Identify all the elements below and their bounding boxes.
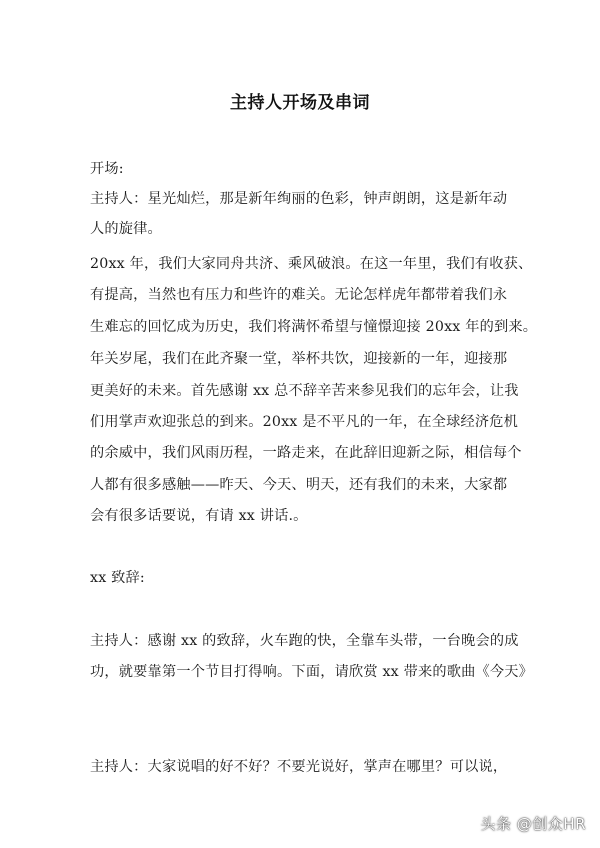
section-label: xx 致辞: bbox=[90, 570, 145, 586]
paragraph-line: 人都有很多感触——昨天、今天、明天，还有我们的未来，大家都 bbox=[90, 477, 508, 493]
paragraph-line: 年关岁尾，我们在此齐聚一堂，举杯共饮，迎接新的一年，迎接那 bbox=[90, 351, 508, 367]
paragraph-line: 开场: bbox=[90, 161, 124, 177]
paragraph-line: 20xx 年，我们大家同舟共济、乘风破浪。在这一年里，我们有收获、 bbox=[90, 256, 533, 272]
paragraph-line: 主持人：星光灿烂，那是新年绚丽的色彩，钟声朗朗，这是新年动 bbox=[90, 191, 508, 207]
paragraph-line: 们用掌声欢迎张总的到来。20xx 是不平凡的一年，在全球经济危机 bbox=[90, 414, 519, 430]
document-title: 主持人开场及串词 bbox=[230, 93, 370, 113]
paragraph-line: 更美好的未来。首先感谢 xx 总不辞辛苦来参见我们的忘年会，让我 bbox=[90, 383, 519, 399]
paragraph-line: 人的旋律。 bbox=[90, 221, 162, 237]
paragraph-line: 的余威中，我们风雨历程，一路走来，在此辞旧迎新之际，相信每个 bbox=[90, 445, 522, 461]
paragraph-line: 主持人：大家说唱的好不好？不要光说好，掌声在哪里？可以说， bbox=[90, 759, 508, 775]
paragraph-line: 有提高，当然也有压力和些许的难关。无论怎样虎年都带着我们永 bbox=[90, 287, 508, 303]
paragraph-line: 主持人：感谢 xx 的致辞，火车跑的快，全靠车头带，一台晚会的成 bbox=[90, 633, 519, 649]
paragraph-line: 生难忘的回忆成为历史，我们将满怀希望与憧憬迎接 20xx 年的到来。 bbox=[90, 319, 538, 335]
watermark-text: 头条 @创众HR bbox=[480, 815, 586, 833]
paragraph-line: 会有很多话要说，有请 xx 讲话.。 bbox=[90, 508, 308, 524]
paragraph-line: 功，就要靠第一个节目打得响。下面，请欣赏 xx 带来的歌曲《今天》 bbox=[90, 664, 534, 680]
